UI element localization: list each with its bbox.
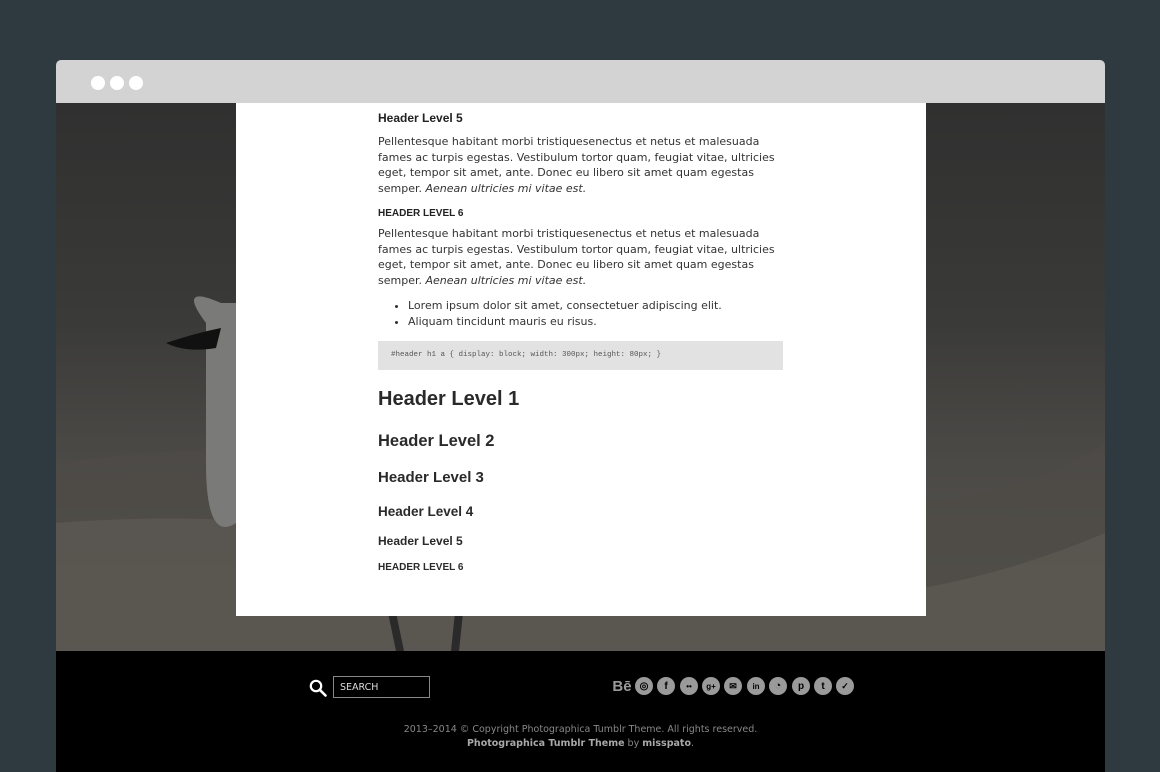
- code-block: #header h1 a { display: block; width: 300px; height: 80px; }: [378, 341, 783, 370]
- twitter-icon[interactable]: ✓: [836, 677, 854, 695]
- header-level-1: Header Level 1: [378, 388, 520, 410]
- window-minimize-dot[interactable]: [110, 76, 124, 90]
- header-level-5-top: Header Level 5: [378, 111, 463, 125]
- browser-titlebar: [56, 60, 1105, 103]
- credit-end: .: [690, 738, 695, 749]
- paragraph-1: [378, 134, 784, 196]
- header-level-5: Header Level 5: [378, 534, 463, 548]
- credit-by: by: [624, 738, 643, 749]
- search-input[interactable]: [333, 676, 430, 698]
- credit-line: [56, 738, 1105, 749]
- hero-photo-background: [56, 103, 1105, 651]
- list-item: • Aliquam tincidunt mauris eu risus.: [408, 314, 784, 330]
- content-card: [236, 103, 926, 616]
- list-item: • Lorem ipsum dolor sit amet, consectetuer adipiscing elit.: [408, 298, 784, 314]
- header-level-3: Header Level 3: [378, 469, 484, 486]
- window-maximize-dot[interactable]: [129, 76, 143, 90]
- paragraph-1-text: Pellentesque habitant morbi tristiquesenectus et netus et malesuada fames ac turpis egestas. Vestibulum tortor quam, feugiat vitae, ultricies eget, tempor sit amet, ante. Donec eu libero sit amet quam egestas semper.: [378, 135, 775, 195]
- header-level-2: Header Level 2: [378, 432, 495, 450]
- site-footer: [56, 651, 1105, 772]
- pinterest-icon[interactable]: p: [792, 677, 810, 695]
- header-level-4: Header Level 4: [378, 504, 474, 519]
- theme-link[interactable]: Photographica Tumblr Theme: [466, 738, 625, 749]
- dribbble-icon[interactable]: ◎: [635, 677, 653, 695]
- browser-window: [56, 60, 1105, 772]
- facebook-icon[interactable]: f: [657, 677, 675, 695]
- tumblr-icon[interactable]: t: [814, 677, 832, 695]
- author-link[interactable]: misspato: [642, 738, 691, 749]
- search-icon[interactable]: [309, 679, 327, 697]
- bullet-list: [408, 298, 784, 330]
- email-icon[interactable]: ✉: [724, 677, 742, 695]
- header-level-6-top: HEADER LEVEL 6: [378, 208, 464, 219]
- paragraph-2: [378, 226, 784, 288]
- picasa-icon[interactable]: ◔: [769, 677, 787, 695]
- paragraph-2-emphasis: Aenean ultricies mi vitae est.: [425, 273, 587, 287]
- flickr-icon[interactable]: ••: [680, 677, 698, 695]
- paragraph-1-emphasis: Aenean ultricies mi vitae est.: [425, 181, 587, 195]
- content-area: [378, 111, 784, 370]
- copyright-text: 2013–2014 © Copyright Photographica Tumblr Theme. All rights reserved.: [403, 724, 758, 735]
- behance-icon[interactable]: Bē: [612, 677, 632, 695]
- header-level-6: HEADER LEVEL 6: [378, 562, 464, 573]
- google-plus-icon[interactable]: g+: [702, 677, 720, 695]
- paragraph-2-text: Pellentesque habitant morbi tristiquesenectus et netus et malesuada fames ac turpis egestas. Vestibulum tortor quam, feugiat vitae, ultricies eget, tempor sit amet, ante. Donec eu libero sit amet quam egestas semper.: [378, 227, 775, 287]
- linkedin-icon[interactable]: in: [747, 677, 765, 695]
- window-close-dot[interactable]: [91, 76, 105, 90]
